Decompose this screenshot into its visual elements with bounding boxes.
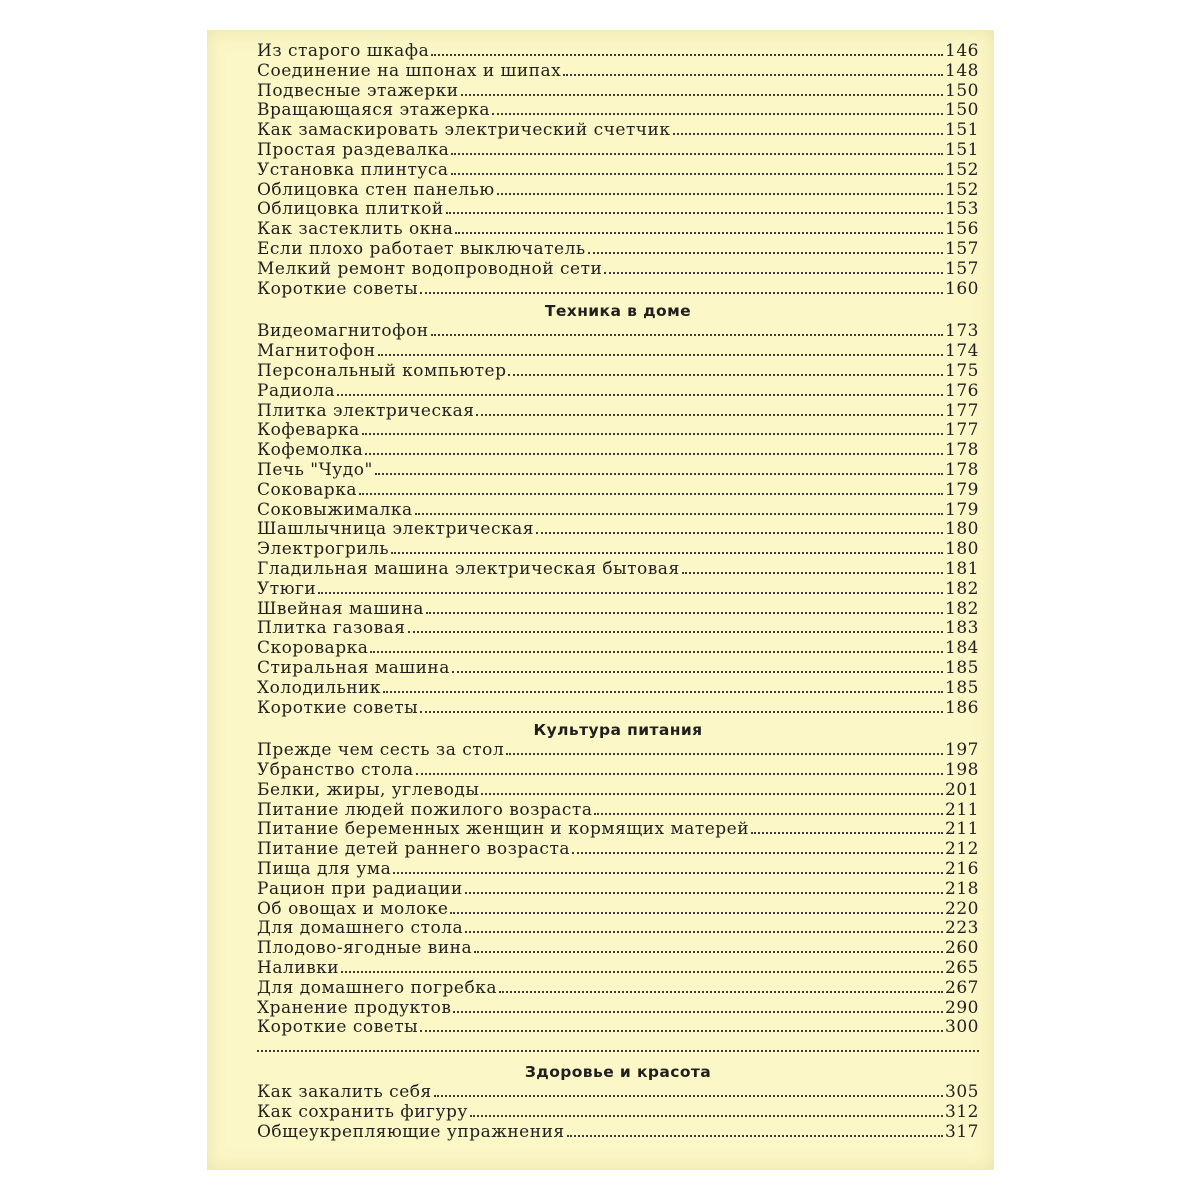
toc-entry-title: Общеукрепляющие упражнения [257, 1121, 565, 1142]
dot-leader [337, 394, 943, 396]
section-heading: Культура питания [533, 721, 703, 740]
toc-entry-page: 290 [945, 997, 979, 1018]
toc-entry [257, 600, 979, 620]
toc-entry-page: 267 [945, 977, 979, 998]
toc-entry-page: 201 [945, 779, 979, 800]
toc-entry-title: Плодово-ягодные вина [257, 938, 473, 959]
dot-leader [420, 292, 943, 294]
toc-entry-page: 211 [945, 819, 979, 840]
toc-entry [257, 619, 979, 639]
toc-entry-title: Как закалить себя [257, 1082, 432, 1103]
toc-entry-page: 176 [945, 380, 979, 401]
toc-entry [257, 659, 979, 679]
dot-leader [375, 473, 943, 475]
dot-leader [359, 493, 943, 495]
toc-entry-page: 150 [945, 80, 979, 101]
toc-entry-page: 175 [945, 360, 979, 381]
dot-leader [508, 374, 943, 376]
dot-leader [362, 433, 943, 435]
dot-leader [588, 252, 943, 254]
dot-leader [682, 572, 943, 574]
dot-leader [461, 94, 943, 96]
toc-entry-page: 180 [945, 539, 979, 560]
dot-leader [673, 133, 944, 135]
toc-entry [257, 421, 979, 441]
toc-entry [257, 801, 979, 821]
toc-entry-title: Печь "Чудо" [257, 459, 373, 480]
toc-entry-page: 181 [945, 558, 979, 579]
toc-entry-title: Плитка газовая [257, 618, 406, 639]
toc-entry-page: 212 [945, 839, 979, 860]
toc-entry-page: 265 [945, 958, 979, 979]
toc-entry [257, 362, 979, 382]
toc-entry [257, 141, 979, 161]
toc-entry-title: Холодильник [257, 677, 382, 698]
toc-entry [257, 101, 979, 121]
toc-entry [257, 501, 979, 521]
dot-leader [567, 1135, 943, 1137]
toc-entry-title: Как застеклить окна [257, 219, 454, 240]
dot-leader [465, 931, 943, 933]
toc-entry-title: Короткие советы [257, 697, 419, 718]
toc-entry [257, 741, 979, 761]
toc-entry [257, 679, 979, 699]
dot-leader [341, 971, 943, 973]
toc-entry-page: 156 [945, 219, 979, 240]
toc-entry [257, 761, 979, 781]
dot-leader [446, 212, 943, 214]
toc-entry [257, 979, 979, 999]
dot-leader [506, 753, 943, 755]
toc-entry [257, 62, 979, 82]
toc-entry-title: Плитка электрическая [257, 400, 475, 421]
dot-leader [604, 272, 943, 274]
dot-leader [393, 872, 943, 874]
dot-leader [476, 414, 943, 416]
toc-entry [257, 260, 979, 280]
toc-entry-title: Хранение продуктов [257, 997, 452, 1018]
toc-entry [257, 461, 979, 481]
dot-leader [455, 232, 943, 234]
toc-entry-title: Стиральная машина [257, 657, 450, 678]
toc-entry-page: 146 [945, 41, 979, 61]
dot-leader [474, 951, 943, 953]
table-of-contents [257, 42, 979, 1143]
toc-entry-title: Простая раздевалка [257, 139, 450, 160]
toc-entry [257, 820, 979, 840]
toc-entry-page: 174 [945, 341, 979, 362]
toc-entry-title: Кофемолка [257, 440, 364, 461]
dot-leader [492, 113, 943, 115]
dot-leader [470, 1115, 943, 1117]
toc-entry-title: Магнитофон [257, 341, 376, 362]
toc-entry [257, 42, 979, 62]
toc-entry-title: Персональный компьютер [257, 360, 507, 381]
toc-entry-title: Вращающаяся этажерка [257, 100, 490, 121]
toc-entry-title: Как сохранить фигуру [257, 1102, 468, 1123]
section-heading: Техника в доме [544, 302, 692, 321]
toc-entry-title: Радиола [257, 380, 336, 401]
toc-entry-page: 153 [945, 199, 979, 220]
dot-leader [751, 832, 943, 834]
toc-entry-title: Как замаскировать электрический счетчик [257, 120, 671, 141]
toc-entry [257, 639, 979, 659]
toc-entry-title: Облицовка стен панелью [257, 179, 495, 200]
toc-entry-title: Соковыжималка [257, 499, 413, 520]
section-heading: Здоровье и красота [524, 1063, 712, 1082]
toc-entry-page: 151 [945, 139, 979, 160]
toc-entry [257, 481, 979, 501]
toc-entry-page: 152 [945, 159, 979, 180]
dot-leader [408, 631, 944, 633]
toc-entry-page: 220 [945, 898, 979, 919]
toc-entry [257, 402, 979, 422]
toc-entry-page: 148 [945, 60, 979, 81]
toc-entry-title: Подвесные этажерки [257, 80, 459, 101]
toc-entry-title: Об овощах и молоке [257, 898, 449, 919]
dot-leader [434, 1095, 943, 1097]
toc-entry [257, 342, 979, 362]
toc-entry-title: Электрогриль [257, 539, 390, 560]
toc-entry-title: Пища для ума [257, 859, 392, 880]
toc-entry-page: 178 [945, 440, 979, 461]
dot-leader [452, 671, 943, 673]
toc-entry-title: Видеомагнитофон [257, 321, 429, 342]
toc-entry-page: 177 [945, 400, 979, 421]
toc-entry-page: 151 [945, 120, 979, 141]
toc-entry-page: 157 [945, 258, 979, 279]
dot-leader [416, 773, 943, 775]
toc-entry-title: Скороварка [257, 638, 369, 659]
toc-entry-page: 198 [945, 760, 979, 781]
dot-leader [497, 193, 943, 195]
toc-entry-page: 317 [945, 1121, 979, 1142]
dot-leader [391, 552, 943, 554]
toc-entry-page: 180 [945, 519, 979, 540]
toc-entry-page: 185 [945, 677, 979, 698]
toc-entry-title: Облицовка плиткой [257, 199, 444, 220]
toc-entry-page: 211 [945, 799, 979, 820]
toc-entry [257, 441, 979, 461]
toc-entry [257, 699, 979, 719]
toc-entry [257, 959, 979, 979]
dot-leader [451, 153, 943, 155]
toc-entry-page: 223 [945, 918, 979, 939]
toc-entry-page: 152 [945, 179, 979, 200]
toc-entry-title: Рацион при радиации [257, 878, 463, 899]
toc-entry-page: 182 [945, 578, 979, 599]
toc-entry-title: Короткие советы [257, 1017, 419, 1038]
dot-leader [431, 334, 944, 336]
dot-leader [481, 793, 943, 795]
toc-entry [257, 1123, 979, 1143]
toc-entry-title: Мелкий ремонт водопроводной сети [257, 258, 603, 279]
toc-entry [257, 1018, 979, 1038]
dot-leader [318, 592, 943, 594]
toc-entry-title: Швейная машина [257, 598, 424, 619]
toc-entry [257, 560, 979, 580]
dot-leader [431, 54, 943, 56]
dot-leader [378, 354, 943, 356]
toc-entry [257, 1083, 979, 1103]
toc-entry [257, 580, 979, 600]
dot-leader [563, 74, 943, 76]
toc-entry [257, 880, 979, 900]
toc-entry-title: Из старого шкафа [257, 41, 430, 61]
dot-leader [451, 173, 944, 175]
toc-entry-page: 184 [945, 638, 979, 659]
toc-entry-title: Питание людей пожилого возраста [257, 799, 593, 820]
dot-leader [572, 852, 943, 854]
toc-entry [257, 161, 979, 181]
toc-entry-title: Если плохо работает выключатель [257, 238, 586, 259]
dot-leader [426, 612, 943, 614]
toc-entry-title: Установка плинтуса [257, 159, 449, 180]
toc-entry-title: Белки, жиры, углеводы [257, 779, 480, 800]
toc-entry [257, 280, 979, 300]
toc-entry-page: 179 [945, 479, 979, 500]
toc-entry [257, 840, 979, 860]
toc-entry-title: Соединение на шпонах и шипах [257, 60, 562, 81]
dot-leader [415, 513, 943, 515]
toc-entry-page: 300 [945, 1017, 979, 1038]
toc-entry [257, 200, 979, 220]
dot-leader [499, 991, 943, 993]
toc-entry-title: Наливки [257, 958, 340, 979]
toc-entry-title: Прежде чем сесть за стол [257, 740, 505, 761]
toc-entry [257, 860, 979, 880]
toc-entry-title: Кофеварка [257, 420, 360, 441]
toc-entry-title: Убранство стола [257, 760, 414, 781]
dot-leader [365, 453, 943, 455]
toc-entry [257, 900, 979, 920]
toc-entry-page: 179 [945, 499, 979, 520]
toc-entry-title: Питание детей раннего возраста [257, 839, 570, 860]
dot-leader [420, 1030, 943, 1032]
toc-entry-page: 157 [945, 238, 979, 259]
dot-leader [536, 532, 943, 534]
toc-entry [257, 1103, 979, 1123]
toc-entry-page: 312 [945, 1102, 979, 1123]
toc-entry [257, 520, 979, 540]
toc-entry-title: Гладильная машина электрическая бытовая [257, 558, 680, 579]
toc-entry-page: 186 [945, 697, 979, 718]
toc-entry-title: Питание беременных женщин и кормящих матерей [257, 819, 750, 840]
toc-entry-title: Утюги [257, 578, 317, 599]
toc-entry [257, 540, 979, 560]
toc-entry-page: 178 [945, 459, 979, 480]
toc-entry [257, 939, 979, 959]
dot-leader [594, 813, 943, 815]
toc-entry-page: 173 [945, 321, 979, 342]
toc-entry-title: Соковарка [257, 479, 357, 500]
dot-leader [450, 912, 943, 914]
book-page [207, 30, 994, 1170]
toc-entry [257, 382, 979, 402]
toc-entry [257, 220, 979, 240]
toc-entry-page: 182 [945, 598, 979, 619]
toc-entry-page: 216 [945, 859, 979, 880]
toc-entry-page: 185 [945, 657, 979, 678]
dotted-divider [257, 1048, 979, 1052]
toc-entry [257, 82, 979, 102]
toc-entry [257, 240, 979, 260]
toc-entry-page: 260 [945, 938, 979, 959]
toc-entry-page: 150 [945, 100, 979, 121]
toc-entry-page: 218 [945, 878, 979, 899]
toc-entry-title: Короткие советы [257, 278, 419, 299]
toc-entry-page: 183 [945, 618, 979, 639]
toc-entry [257, 322, 979, 342]
toc-entry-page: 197 [945, 740, 979, 761]
toc-entry [257, 999, 979, 1019]
toc-entry [257, 121, 979, 141]
toc-entry-title: Шашлычница электрическая [257, 519, 534, 540]
toc-entry-title: Для домашнего стола [257, 918, 464, 939]
toc-entry [257, 919, 979, 939]
dot-leader [453, 1011, 943, 1013]
dot-leader [383, 691, 943, 693]
toc-entry-title: Для домашнего погребка [257, 977, 497, 998]
dot-leader [420, 711, 943, 713]
toc-entry [257, 181, 979, 201]
dot-leader [465, 892, 943, 894]
toc-entry-page: 177 [945, 420, 979, 441]
toc-entry [257, 781, 979, 801]
toc-entry-page: 305 [945, 1082, 979, 1103]
dot-leader [370, 651, 943, 653]
toc-entry-page: 160 [945, 278, 979, 299]
